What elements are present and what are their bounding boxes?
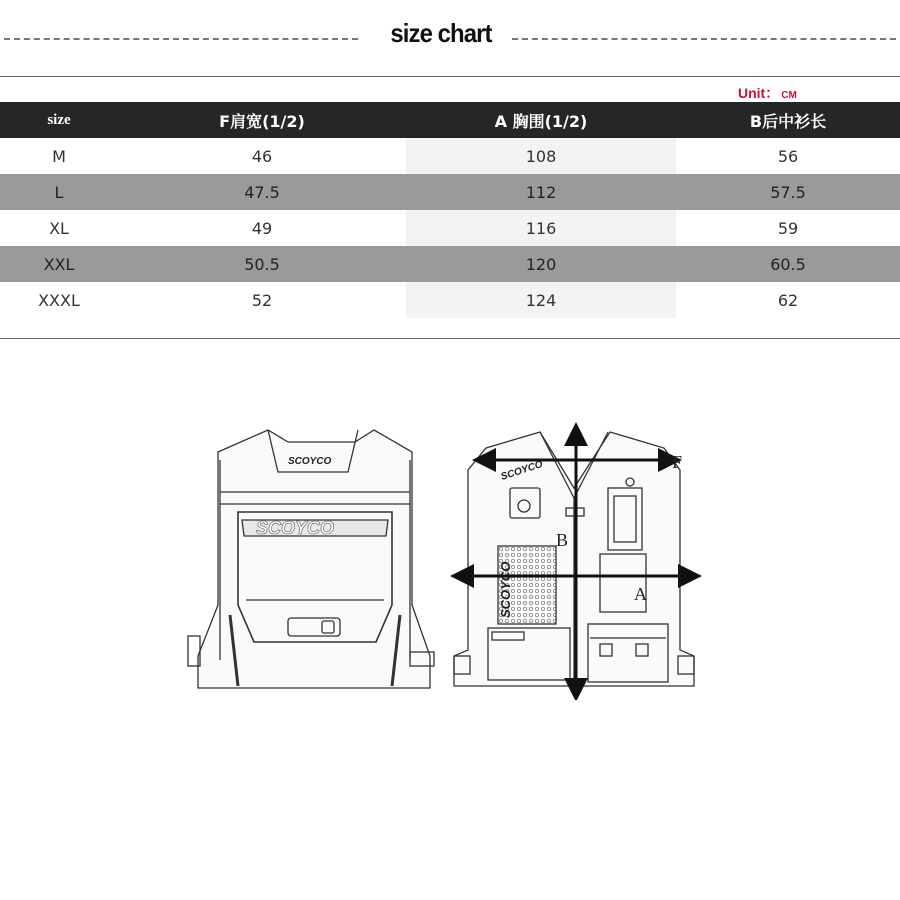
shoulder-cell: 52 (118, 282, 406, 318)
vest-diagram (0, 360, 900, 700)
size-cell: M (0, 138, 118, 174)
unit-prefix: Unit： (738, 85, 780, 101)
column-header-length: B后中衫长 (676, 102, 900, 138)
chest-cell: 108 (406, 138, 676, 174)
label-a: A (634, 584, 647, 604)
brand-logo-front-mesh: SCOYCO (498, 561, 513, 618)
label-f: F (672, 452, 683, 472)
title-divider-right (512, 38, 896, 40)
table-row (0, 282, 900, 318)
shoulder-cell: 49 (118, 210, 406, 246)
title-divider-left (4, 38, 358, 40)
label-b: B (556, 530, 569, 550)
shoulder-cell: 47.5 (118, 174, 406, 210)
shoulder-cell: 46 (118, 138, 406, 174)
table-row (0, 138, 900, 174)
length-cell: 56 (676, 138, 900, 174)
vest-back-view (188, 430, 434, 688)
unit-value: CM (781, 90, 797, 101)
length-cell: 60.5 (676, 246, 900, 282)
size-cell: XXXL (0, 282, 118, 318)
table-header-row (0, 102, 900, 138)
table-row (0, 246, 900, 282)
size-table (0, 102, 900, 318)
bottom-rule (0, 338, 900, 339)
top-rule (0, 76, 900, 77)
length-cell: 62 (676, 282, 900, 318)
unit-label (738, 83, 797, 103)
chest-cell: 120 (406, 246, 676, 282)
chest-cell: 124 (406, 282, 676, 318)
size-cell: L (0, 174, 118, 210)
brand-logo-back-large: SCOYCO (256, 518, 335, 538)
page-title: size chart (390, 18, 492, 48)
chest-cell: 112 (406, 174, 676, 210)
title-row (0, 14, 900, 58)
size-cell: XL (0, 210, 118, 246)
table-row (0, 210, 900, 246)
size-cell: XXL (0, 246, 118, 282)
column-header-chest: A 胸围(1/2) (406, 102, 676, 138)
brand-logo-back: SCOYCO (288, 456, 332, 467)
column-header-size: size (0, 102, 118, 138)
vest-front-view (454, 432, 694, 686)
column-header-shoulder: F肩宽(1/2) (118, 102, 406, 138)
table-row (0, 174, 900, 210)
brand-logo-front: SCOYCO (499, 458, 545, 483)
shoulder-cell: 50.5 (118, 246, 406, 282)
length-cell: 57.5 (676, 174, 900, 210)
chest-cell: 116 (406, 210, 676, 246)
length-cell: 59 (676, 210, 900, 246)
